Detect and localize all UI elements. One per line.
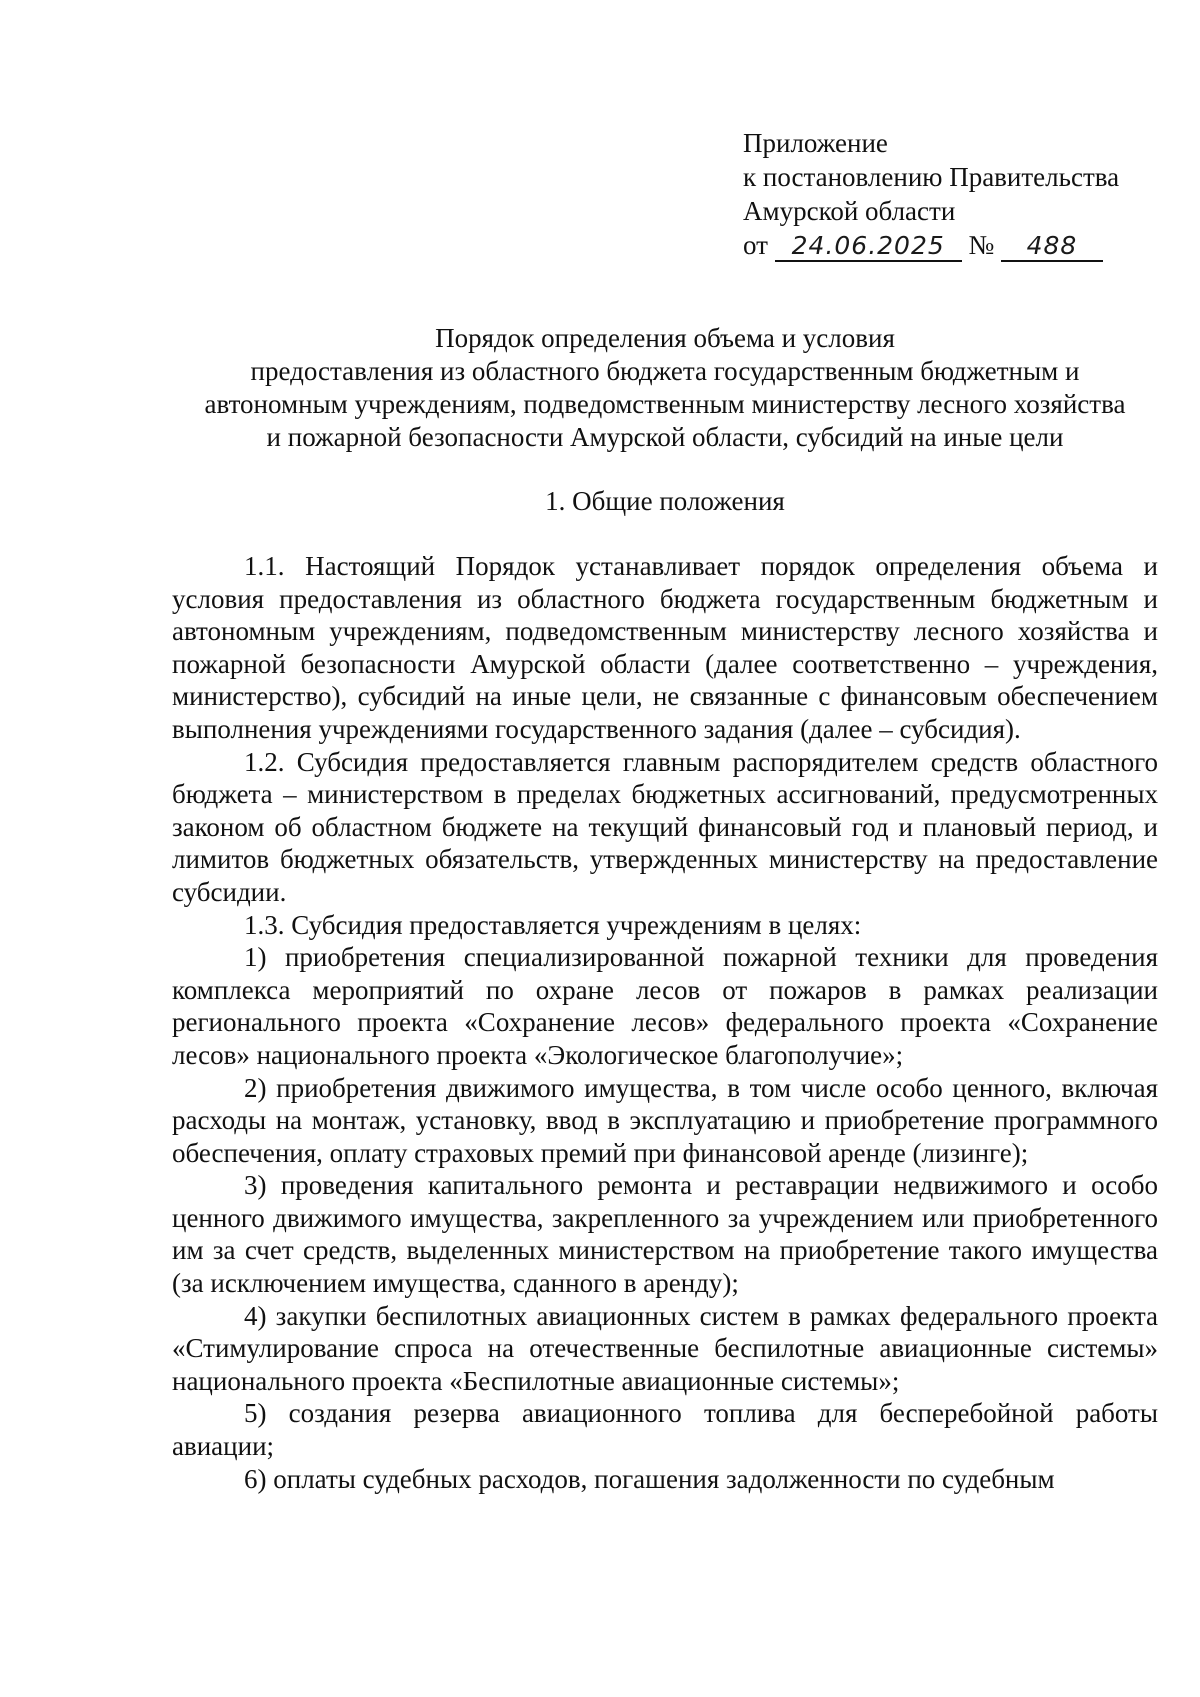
list-item-5: 5) создания резерва авиационного топлива для бесперебойной работы авиации; bbox=[172, 1398, 1158, 1462]
number-sign: № bbox=[968, 230, 995, 260]
list-item-6: 6) оплаты судебных расходов, погашения задолженности по судебным bbox=[244, 1463, 1055, 1494]
title-line-4: и пожарной безопасности Амурской области, субсидий на иные цели bbox=[266, 422, 1064, 452]
list-item-3: 3) проведения капитального ремонта и реставрации недвижимого и особо ценного движимого имущества, закрепленного за учреждением или приобретенного им за счет средств, выделенных министерством на приобретение такого имущества (за исключением имущества, сданного в аренду); bbox=[172, 1170, 1158, 1299]
document-body bbox=[172, 550, 1158, 1495]
paragraph-1-1: 1.1. Настоящий Порядок устанавливает порядок определения объема и условия предоставления из областного бюджета государственным бюджетным и автономным учреждениям, подведомственным министерству лесного хозяйства и пожарной безопасности Амурской области (далее соответственно – учреждения, министерство), субсидий на иные цели, не связанные с финансовым обеспечением выполнения учреждениями государственного задания (далее – субсидия). bbox=[172, 551, 1158, 744]
handwritten-number: 488 bbox=[1001, 232, 1103, 262]
title-line-3: автономным учреждениям, подведомственным министерству лесного хозяйства bbox=[204, 389, 1126, 419]
appendix-label: Приложение bbox=[743, 128, 888, 158]
list-item-1: 1) приобретения специализированной пожарной техники для проведения комплекса мероприятий по охране лесов от пожаров в рамках реализации регионального проекта «Сохранение лесов» федерального проекта «Сохранение лесов» национального проекта «Экологическое благополучие»; bbox=[172, 942, 1158, 1070]
title-line-2: предоставления из областного бюджета государственным бюджетным и bbox=[250, 356, 1080, 386]
section-heading: 1. Общие положения bbox=[545, 486, 785, 516]
paragraph-1-2: 1.2. Субсидия предоставляется главным распорядителем средств областного бюджета – министерством в пределах бюджетных ассигнований, предусмотренных законом об областном бюджете на текущий финансовый год и плановый период, и лимитов бюджетных обязательств, утвержденных министерству на предоставление субсидии. bbox=[172, 746, 1158, 907]
paragraph-1-3: 1.3. Субсидия предоставляется учреждениям в целях: bbox=[244, 909, 862, 940]
list-item-2: 2) приобретения движимого имущества, в том числе особо ценного, включая расходы на монтаж, установку, ввод в эксплуатацию и приобретение программного обеспечения, оплату страховых премий при финансовой аренде (лизинге); bbox=[172, 1072, 1158, 1168]
document-title bbox=[170, 322, 1160, 454]
appendix-block bbox=[743, 126, 1163, 262]
appendix-region: Амурской области bbox=[743, 196, 956, 226]
list-item-4: 4) закупки беспилотных авиационных систем в рамках федерального проекта «Стимулирование спроса на отечественные беспилотные авиационные системы» национального проекта «Беспилотные авиационные системы»; bbox=[172, 1300, 1158, 1396]
appendix-reference: к постановлению Правительства bbox=[743, 162, 1120, 192]
handwritten-date: 24.06.2025 bbox=[775, 232, 962, 262]
date-prefix: от bbox=[743, 230, 768, 260]
appendix-date-line bbox=[743, 228, 1163, 262]
title-line-1: Порядок определения объема и условия bbox=[435, 323, 895, 353]
